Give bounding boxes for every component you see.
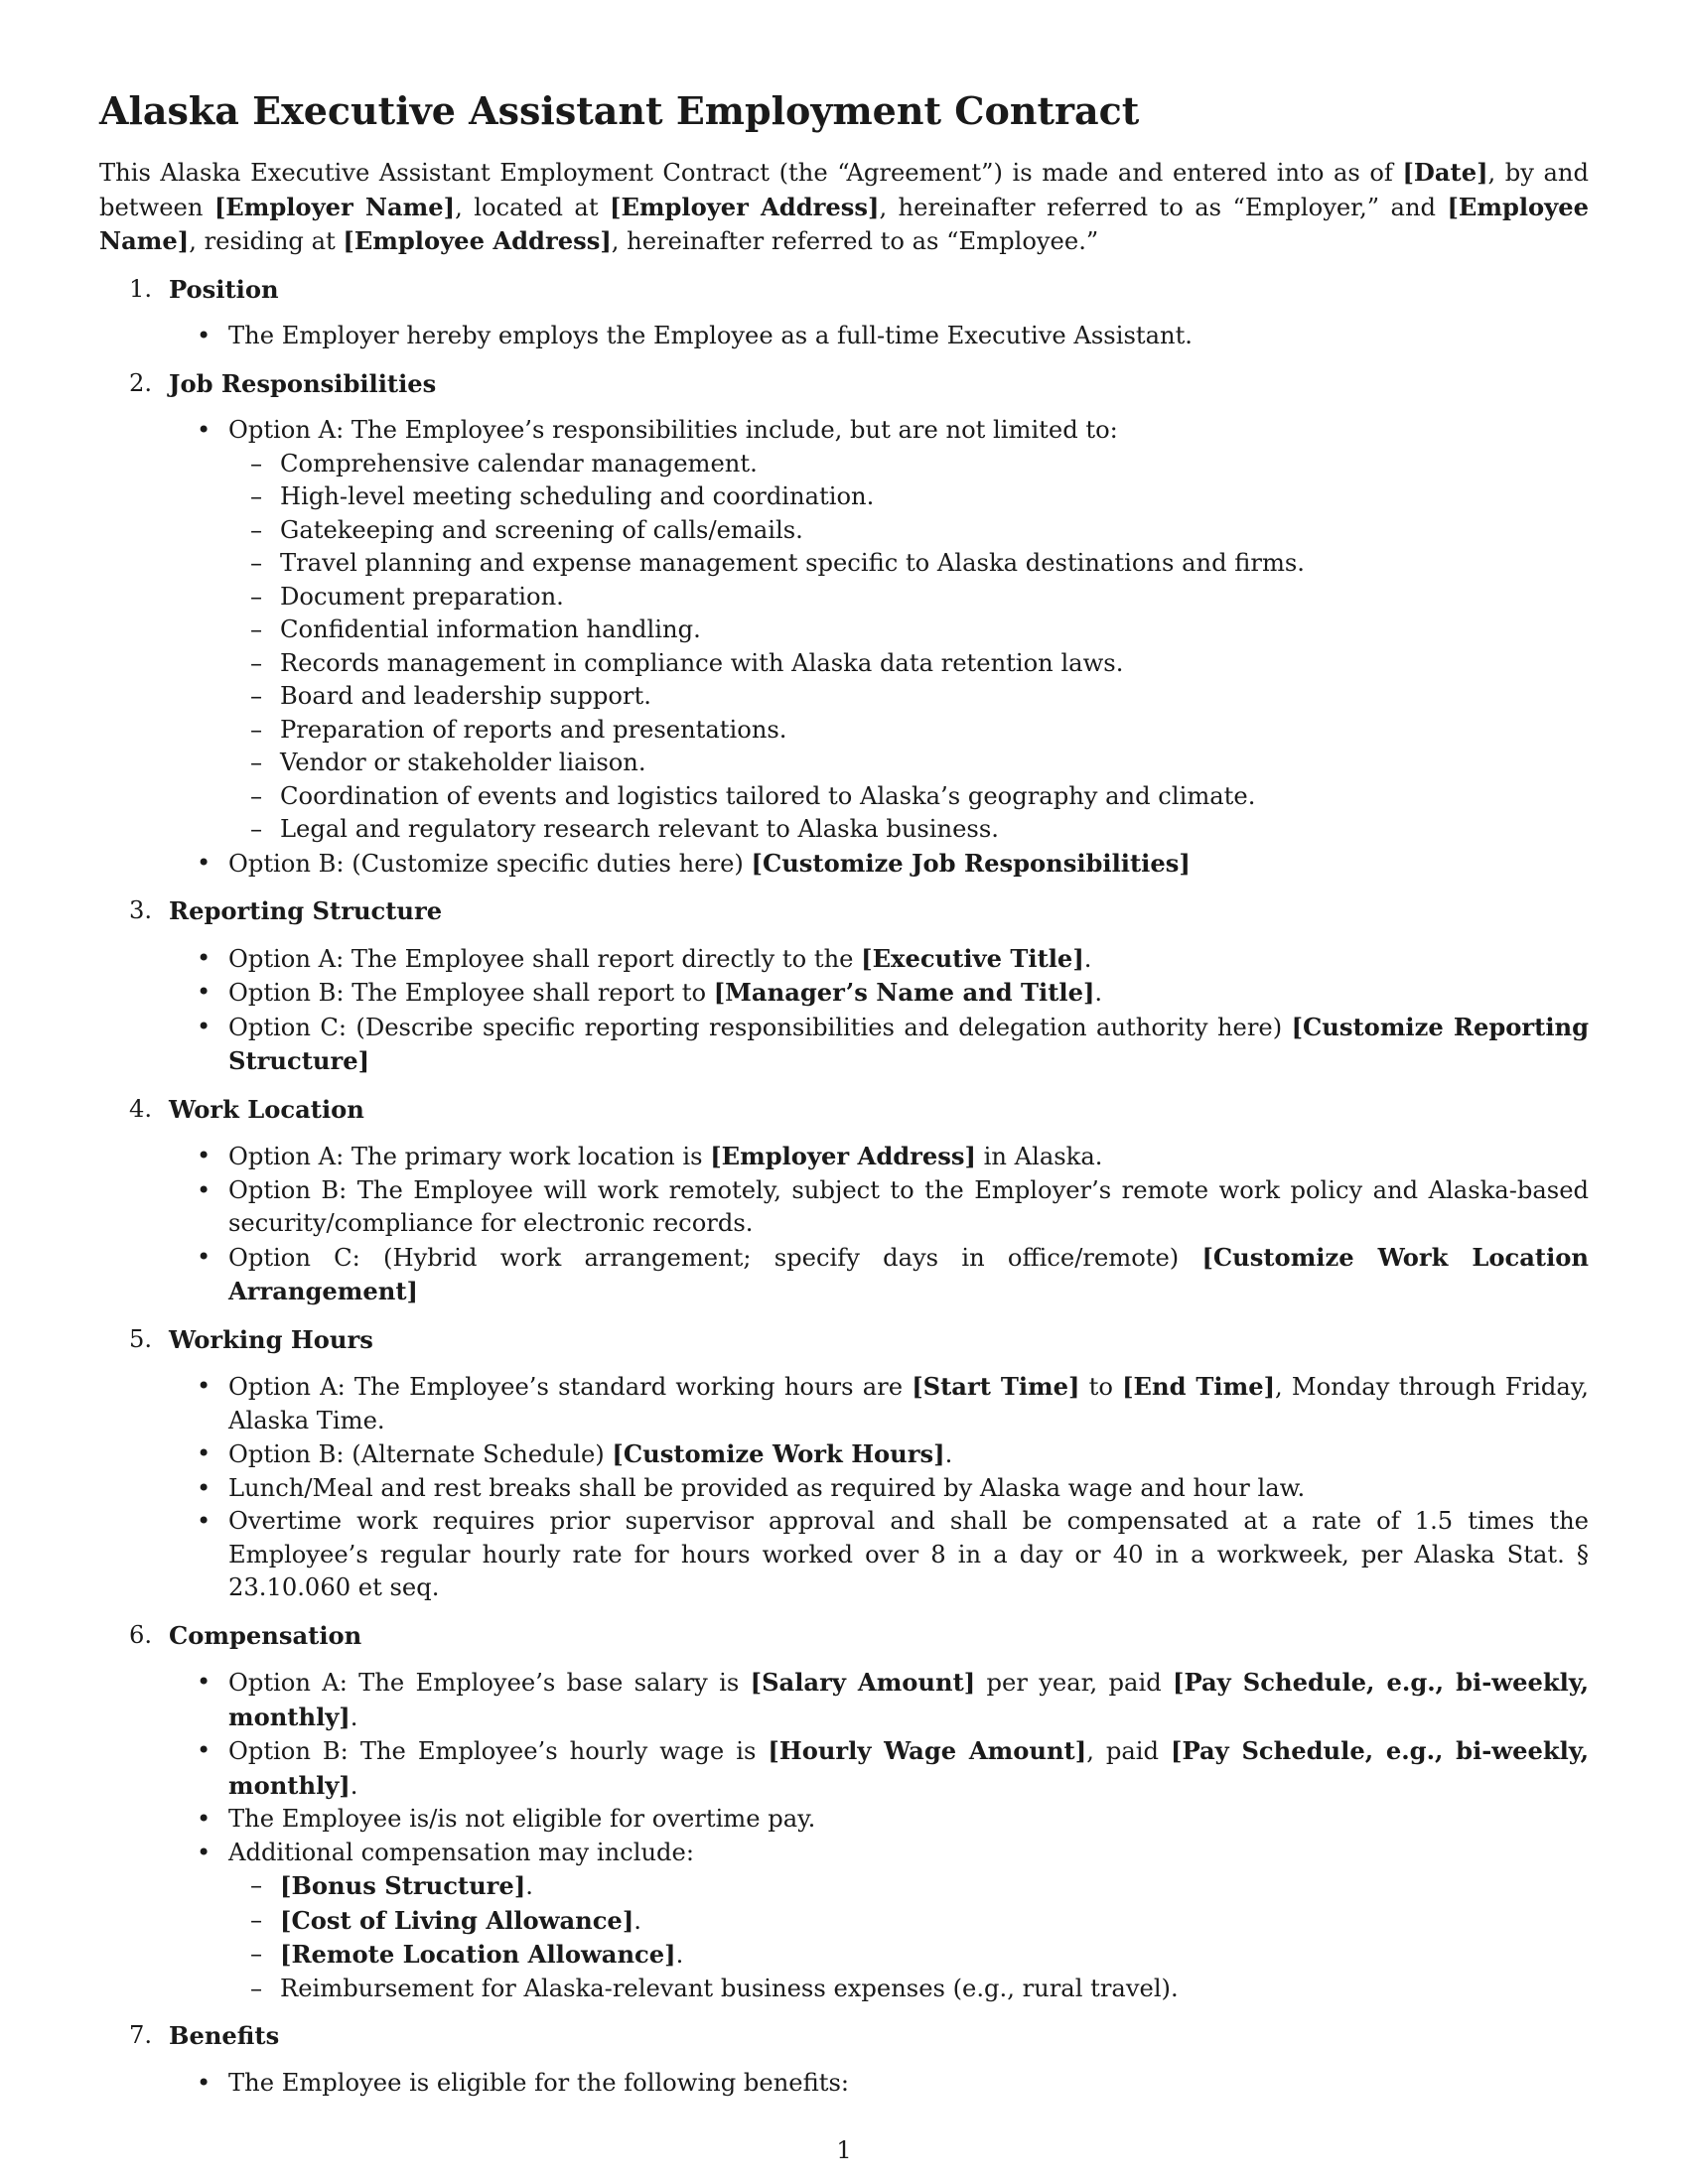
option-b: • Option B: The Employee’s hourly wage is [Hourly Wage Amount], paid [Pay Schedule, e.g., bi-weekly, monthly]. [99, 1734, 1589, 1803]
document-title: Alaska Executive Assistant Employment Contract [99, 88, 1140, 133]
option-a: • Option A: The Employee’s base salary is [Salary Amount] per year, paid [Pay Schedule, e.g., bi-weekly, monthly]. [99, 1666, 1589, 1734]
duties-list [228, 448, 1589, 847]
section-benefits [99, 2019, 1589, 2100]
placeholder-employee-address: [Employee Address] [343, 226, 612, 255]
section-heading: 2. Job Responsibilities [129, 368, 437, 398]
list-item: – [Bonus Structure]. [228, 1869, 1589, 1904]
section-heading: 6. Compensation [129, 1620, 362, 1650]
section-job-responsibilities [99, 367, 1589, 882]
list-item: – Gatekeeping and screening of calls/emails. [228, 514, 1589, 548]
option-a: • Option A: The Employee’s responsibilities include, but are not limited to: – Comprehensive calendar management. – High-level meeting scheduling and coordination. – Gatekeeping and screening of calls/emails. – Travel planning and expense management specific to Alaska destinations and firms. – Document preparation. – Confidential information handling. – Records management in compliance with Alaska data retention laws. – Board and leadership support. – Preparation of reports and presentations. – Vendor or stakeholder liaison. – Coordination of events and logistics tailored to Alaska’s geography and climate. – Legal and regulatory research relevant to Alaska business. [99, 414, 1589, 847]
additional-compensation: • Additional compensation may include: – [Bonus Structure]. – [Cost of Living Allowance]. – [Remote Location Allowance]. – Reimbursement for Alaska-relevant business expenses (e.g., rural travel). [99, 1837, 1589, 2006]
list-item: – Preparation of reports and presentations. [228, 714, 1589, 748]
list-item: – Legal and regulatory research relevant to Alaska business. [228, 813, 1589, 847]
list-item: – Travel planning and expense management specific to Alaska destinations and firms. [228, 547, 1589, 581]
option-b: • Option B: The Employee shall report to [Manager’s Name and Title]. [99, 976, 1589, 1011]
option-c: • Option C: (Describe specific reporting responsibilities and delegation authority here) [Customize Reporting Structure] [99, 1011, 1589, 1079]
list-item: – High-level meeting scheduling and coordination. [228, 480, 1589, 514]
section-heading: 3. Reporting Structure [129, 896, 443, 925]
list-item: – Board and leadership support. [228, 680, 1589, 714]
option-a: • Option A: The primary work location is [Employer Address] in Alaska. [99, 1140, 1589, 1174]
placeholder-employer-name: [Employer Name] [213, 192, 456, 221]
list-item: – Vendor or stakeholder liaison. [228, 747, 1589, 780]
section-list [99, 273, 1589, 2101]
section-reporting-structure [99, 894, 1589, 1079]
list-item: – Reimbursement for Alaska-relevant business expenses (e.g., rural travel). [228, 1973, 1589, 2006]
list-item: – [Cost of Living Allowance]. [228, 1904, 1589, 1939]
document-page [99, 87, 1589, 2114]
section-heading: 7. Benefits [129, 2021, 280, 2050]
option-a: • Option A: The Employee’s standard working hours are [Start Time] to [End Time], Monday through Friday, Alaska Time. [99, 1370, 1589, 1437]
placeholder-employer-address: [Employer Address] [610, 192, 880, 221]
list-item: • The Employee is/is not eligible for overtime pay. [99, 1803, 1589, 1837]
list-item: – [Remote Location Allowance]. [228, 1938, 1589, 1973]
section-heading: 5. Working Hours [129, 1324, 373, 1354]
option-b: • Option B: The Employee will work remotely, subject to the Employer’s remote work policy and Alaska-based security/compliance for electronic records. [99, 1174, 1589, 1241]
placeholder-employee-name: [Employee Name] [99, 192, 1590, 255]
option-a: • Option A: The Employee shall report directly to the [Executive Title]. [99, 942, 1589, 977]
page-number: 1 [836, 2136, 852, 2164]
section-work-location [99, 1093, 1589, 1309]
additional-list [228, 1869, 1589, 2005]
list-item: – Confidential information handling. [228, 614, 1589, 647]
section-heading: 4. Work Location [129, 1094, 364, 1124]
intro-paragraph: This Alaska Executive Assistant Employment Contract (the “Agreement”) is made and entered into as of [Date], by and between [Employer Name], located at [Employer Address], hereinafter referred to as “Employer,” and [Employee Name], residing at [Employee Address], hereinafter referred to as “Employee.” [99, 158, 1590, 255]
placeholder-date: [Date] [1402, 158, 1488, 187]
list-item: • The Employee is eligible for the following benefits: [99, 2067, 1589, 2101]
option-b: • Option B: (Alternate Schedule) [Customize Work Hours]. [99, 1437, 1589, 1472]
section-working-hours [99, 1323, 1589, 1605]
list-item: – Records management in compliance with Alaska data retention laws. [228, 647, 1589, 681]
section-compensation [99, 1619, 1589, 2006]
list-item: • The Employer hereby employs the Employee as a full-time Executive Assistant. [99, 320, 1589, 353]
list-item: – Comprehensive calendar management. [228, 448, 1589, 481]
list-item: – Document preparation. [228, 581, 1589, 614]
list-item: • Overtime work requires prior supervisor approval and shall be compensated at a rate of 1.5 times the Employee’s regular hourly rate for hours worked over 8 in a day or 40 in a workweek, per Alaska Stat. § 23.10.060 et seq. [99, 1505, 1589, 1605]
option-b: • Option B: (Customize specific duties here) [Customize Job Responsibilities] [99, 847, 1589, 882]
section-position [99, 273, 1589, 353]
section-heading: 1. Position [129, 274, 279, 304]
list-item: – Coordination of events and logistics tailored to Alaska’s geography and climate. [228, 780, 1589, 814]
list-item: • Lunch/Meal and rest breaks shall be provided as required by Alaska wage and hour law. [99, 1472, 1589, 1506]
option-c: • Option C: (Hybrid work arrangement; specify days in office/remote) [Customize Work Location Arrangement] [99, 1241, 1589, 1309]
